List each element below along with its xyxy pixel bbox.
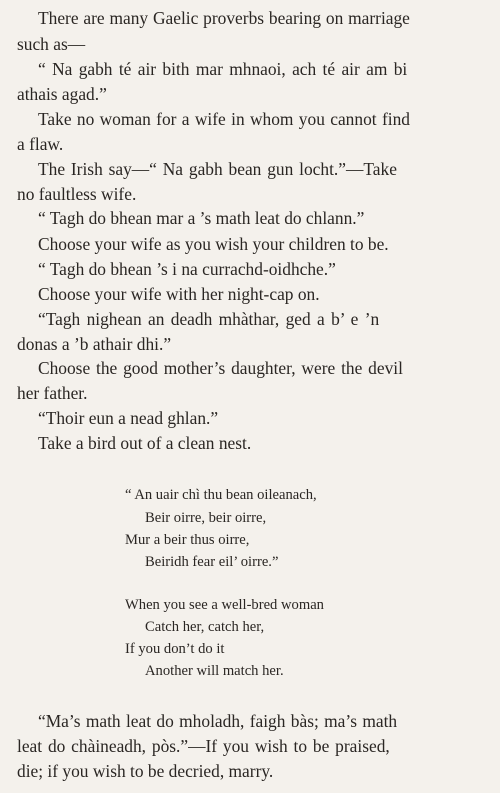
gaelic-verse-line-2: Beir oirre, beir oirre, [145,510,267,526]
proverb-7-english-line-1: Choose the good mother’s daughter, were the devil [38,358,403,378]
english-verse-line-3: If you don’t do it [125,641,225,657]
english-verse-line-4: Another will match her. [145,663,284,679]
paragraph-3-line-2: a flaw. [17,134,64,154]
gaelic-verse-line-1: “ An uair chì thu bean oileanach, [125,487,317,503]
english-verse-line-2: Catch her, catch her, [145,619,265,635]
paragraph-2-line-1: “ Na gabh té air bith mar mhnaoi, ach té air am bi [38,59,408,79]
paragraph-4-line-1: The Irish say—“ Na gabh bean gun locht.”—Take [38,159,397,179]
proverb-7-gaelic-line-2: donas a ’b athair dhi.” [17,334,172,354]
final-paragraph-line-2: leat do chàineadh, pòs.”—If you wish to be praised, [17,736,390,756]
paragraph-3-line-1: Take no woman for a wife in whom you cannot find [38,109,410,129]
gaelic-verse-line-3: Mur a beir thus oirre, [125,532,250,548]
proverb-5-gaelic: “ Tagh do bhean mar a ’s math leat do chlann.” [38,208,365,228]
proverb-6-gaelic: “ Tagh do bhean ’s i na currachd-oidhche.” [38,259,336,279]
english-verse-line-1: When you see a well-bred woman [125,597,324,613]
paragraph-4-line-2: no faultless wife. [17,184,137,204]
paragraph-2-line-2: athais agad.” [17,84,107,104]
proverb-7-english-line-2: her father. [17,383,88,403]
paragraph-1-line-2: such as— [17,34,86,54]
proverb-6-english: Choose your wife with her night-cap on. [38,284,320,304]
proverb-8-gaelic: “Thoir eun a nead ghlan.” [38,408,219,428]
paragraph-1-line-1: There are many Gaelic proverbs bearing on marriage [38,8,410,28]
final-paragraph-line-3: die; if you wish to be decried, marry. [17,761,274,781]
proverb-7-gaelic-line-1: “Tagh nighean an deadh mhàthar, ged a b’ e ’n [38,309,380,329]
proverb-8-english: Take a bird out of a clean nest. [38,433,252,453]
proverb-5-english: Choose your wife as you wish your children to be. [38,234,389,254]
gaelic-verse-line-4: Beiridh fear eil’ oirre.” [145,554,279,570]
final-paragraph-line-1: “Ma’s math leat do mholadh, faigh bàs; ma’s math [38,711,398,731]
